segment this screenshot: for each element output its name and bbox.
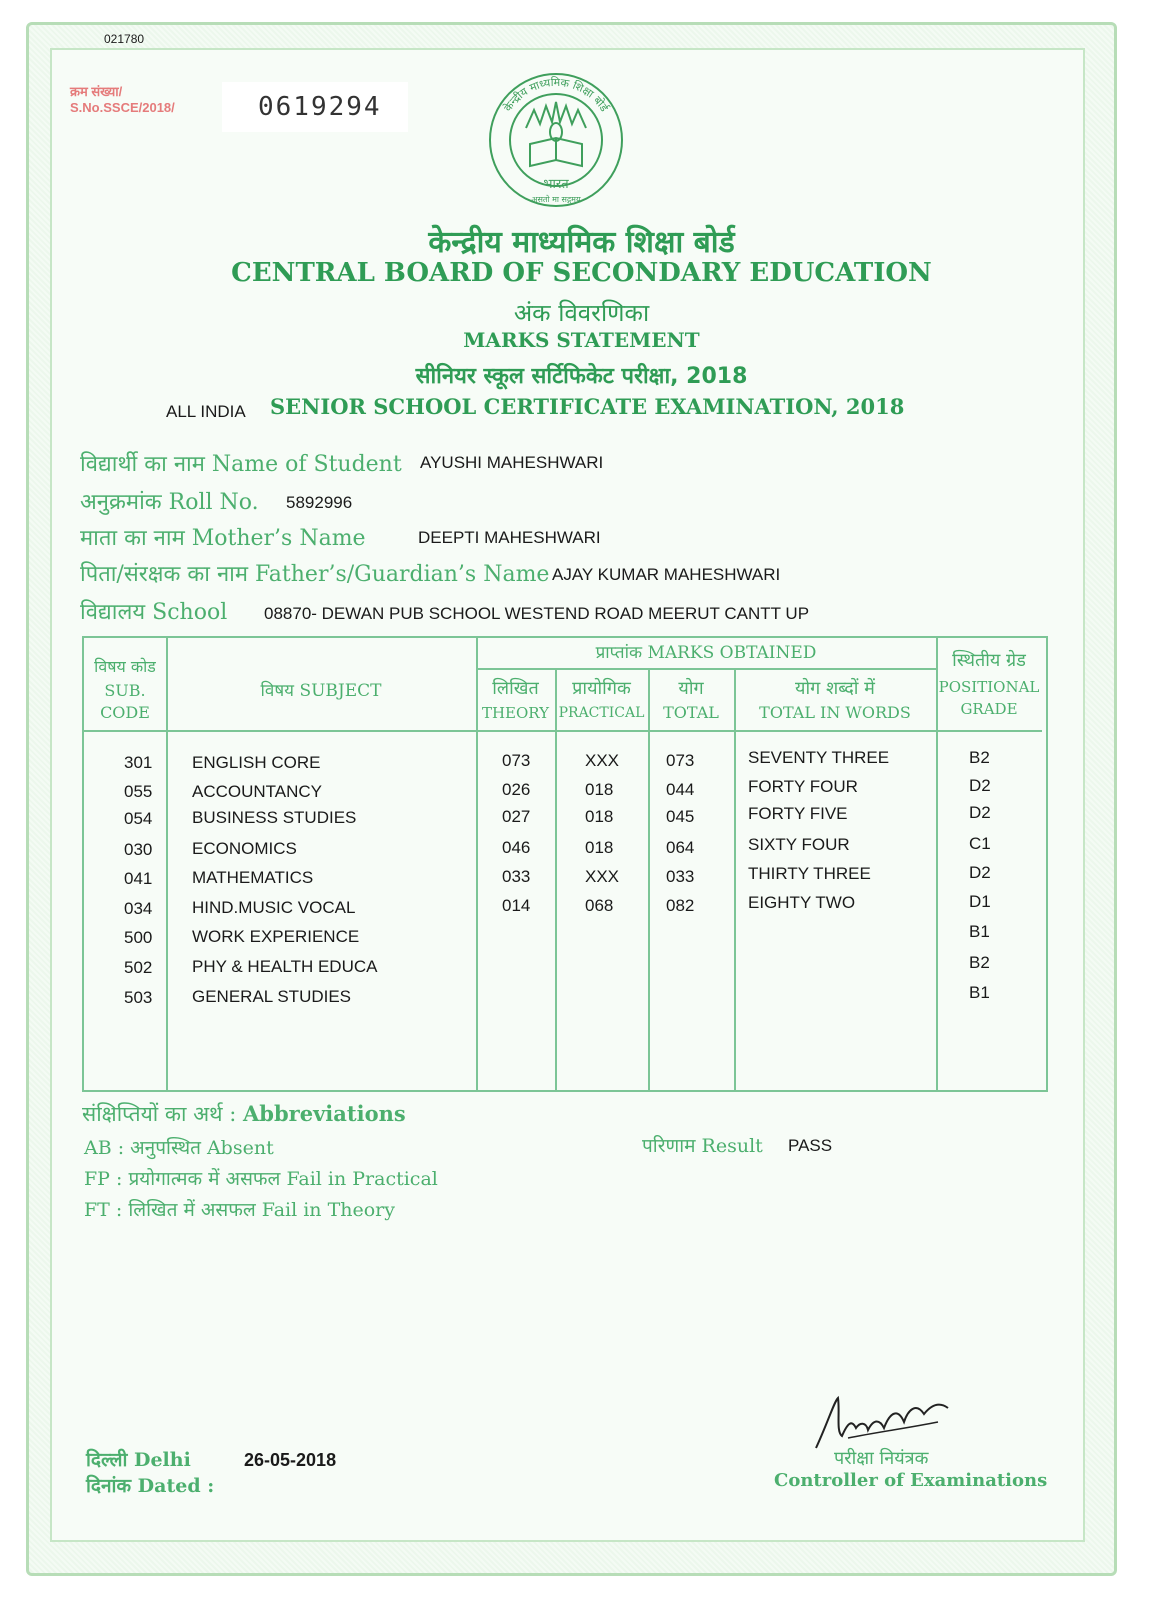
row-grade: D2 (969, 776, 991, 795)
row-grade: B2 (969, 953, 990, 972)
board-name: CENTRAL BOARD OF SECONDARY EDUCATION (231, 258, 932, 288)
header-total: TOTAL (663, 703, 719, 722)
row-theory: 033 (502, 867, 531, 886)
statement-title: MARKS STATEMENT (463, 328, 700, 352)
abbreviations-title-hindi: संक्षिप्तियों का अर्थ : (82, 1102, 237, 1126)
row-grade: D2 (969, 803, 991, 822)
header-grade-hindi: स्थितीय ग्रेड (952, 650, 1026, 671)
abbreviations-title-english: Abbreviations (243, 1101, 406, 1126)
statement-title-hindi: अंक विवरणिका (513, 299, 650, 327)
student-name-value: AYUSHI MAHESHWARI (420, 453, 604, 472)
row-theory: 073 (502, 751, 531, 770)
row-practical: 018 (585, 807, 614, 826)
dated-label: दिनांक Dated : (86, 1475, 215, 1497)
exam-title-hindi: सीनियर स्कूल सर्टिफिकेट परीक्षा, 2018 (415, 364, 748, 389)
exam-title: SENIOR SCHOOL CERTIFICATE EXAMINATION, 2018 (270, 394, 905, 419)
row-total: 064 (666, 838, 695, 857)
svg-text:केन्द्रीय माध्यमिक शिक्षा बोर्: केन्द्रीय माध्यमिक शिक्षा बोर्ड (501, 75, 611, 115)
row-code: 503 (124, 988, 153, 1007)
header-total-words-hindi: योग शब्दों में (795, 678, 875, 699)
row-subject: MATHEMATICS (192, 868, 314, 887)
abbreviations-title (82, 1100, 406, 1128)
row-practical: 068 (585, 896, 614, 915)
controller-title-hindi: परीक्षा नियंत्रक (834, 1448, 929, 1469)
document-code: 021780 (104, 32, 145, 46)
row-grade: D2 (969, 863, 991, 882)
row-total: 044 (666, 780, 695, 799)
row-code: 301 (124, 753, 153, 772)
row-code: 041 (124, 869, 153, 888)
serial-number: 0619294 (258, 92, 382, 122)
school-label: विद्यालय School (80, 600, 228, 625)
abbreviation-fail-theory: FT : लिखित में असफल Fail in Theory (84, 1199, 395, 1221)
row-words: FORTY FIVE (748, 804, 848, 823)
row-subject: WORK EXPERIENCE (192, 927, 360, 946)
header-sub-code-2: CODE (100, 703, 150, 722)
row-grade: D1 (969, 892, 991, 911)
header-sub-code-1: SUB. (104, 681, 146, 700)
row-total: 033 (666, 867, 695, 886)
row-code: 054 (124, 809, 153, 828)
row-words: SIXTY FOUR (748, 835, 850, 854)
student-name-label: विद्यार्थी का नाम Name of Student (80, 452, 402, 477)
header-grade-1: POSITIONAL (938, 678, 1040, 696)
row-total: 073 (666, 751, 695, 770)
row-code: 500 (124, 928, 153, 947)
row-grade: B2 (969, 748, 990, 767)
row-theory: 026 (502, 780, 531, 799)
row-practical: XXX (585, 751, 620, 770)
row-practical: XXX (585, 867, 620, 886)
row-subject: PHY & HEALTH EDUCA (192, 957, 378, 976)
header-theory-hindi: लिखित (492, 678, 539, 699)
emblem-bharat-text: भारत (543, 177, 569, 192)
header-total-hindi: योग (678, 678, 704, 699)
row-subject: GENERAL STUDIES (192, 987, 352, 1006)
all-india-label: ALL INDIA (166, 402, 246, 421)
header-practical-hindi: प्रायोगिक (572, 678, 631, 699)
row-subject: HIND.MUSIC VOCAL (192, 898, 356, 917)
row-words: FORTY FOUR (748, 777, 858, 796)
row-subject: ECONOMICS (192, 839, 297, 858)
row-theory: 046 (502, 838, 531, 857)
father-name-value: AJAY KUMAR MAHESHWARI (552, 565, 781, 584)
row-practical: 018 (585, 780, 614, 799)
row-words: THIRTY THREE (748, 864, 871, 883)
serial-label: S.No.SSCE/2018/ (70, 100, 175, 115)
mother-name-label: माता का नाम Mother’s Name (80, 526, 366, 551)
row-total: 045 (666, 807, 695, 826)
abbreviation-absent: AB : अनुपस्थित Absent (84, 1137, 274, 1159)
abbreviation-fail-practical: FP : प्रयोगात्मक में असफल Fail in Practical (84, 1168, 438, 1190)
row-theory: 027 (502, 807, 531, 826)
row-words: EIGHTY TWO (748, 893, 856, 912)
row-words: SEVENTY THREE (748, 748, 890, 767)
school-value: 08870- DEWAN PUB SCHOOL WESTEND ROAD MEERUT CANTT UP (264, 604, 810, 623)
result-value: PASS (788, 1136, 833, 1155)
row-code: 030 (124, 840, 153, 859)
header-marks-obtained: प्राप्तांक MARKS OBTAINED (595, 643, 817, 663)
header-subject: विषय SUBJECT (260, 681, 382, 701)
row-grade: B1 (969, 922, 990, 941)
row-total: 082 (666, 896, 695, 915)
roll-number-label: अनुक्रमांक Roll No. (80, 490, 259, 515)
row-subject: ACCOUNTANCY (192, 782, 323, 801)
row-code: 055 (124, 782, 153, 801)
controller-title: Controller of Examinations (774, 1470, 1048, 1491)
mother-name-value: DEEPTI MAHESHWARI (418, 528, 601, 547)
marks-table (82, 636, 1048, 1092)
cbse-emblem (486, 70, 626, 210)
serial-label-hindi: क्रम संख्या/ (70, 84, 123, 99)
board-name-hindi: केन्द्रीय माध्यमिक शिक्षा बोर्ड (428, 225, 735, 260)
result-label: परिणाम Result (642, 1135, 763, 1157)
issue-date: 26-05-2018 (244, 1450, 337, 1470)
row-subject: ENGLISH CORE (192, 753, 321, 772)
controller-signature (808, 1392, 958, 1452)
emblem-motto-text: असतो मा सद्गमय (531, 195, 581, 204)
row-code: 502 (124, 958, 153, 977)
row-theory: 014 (502, 896, 531, 915)
header-sub-code-hindi: विषय कोड (94, 657, 156, 676)
header-theory: THEORY (481, 704, 550, 722)
father-name-label: पिता/संरक्षक का नाम Father’s/Guardian’s Name (80, 562, 550, 587)
header-grade-2: GRADE (960, 700, 1018, 718)
row-grade: C1 (969, 834, 991, 853)
row-subject: BUSINESS STUDIES (192, 808, 357, 827)
place-label: दिल्ली Delhi (86, 1449, 191, 1471)
header-practical: PRACTICAL (558, 705, 645, 721)
row-practical: 018 (585, 838, 614, 857)
row-grade: B1 (969, 983, 990, 1002)
row-code: 034 (124, 899, 153, 918)
roll-number-value: 5892996 (286, 493, 353, 512)
header-total-words: TOTAL IN WORDS (759, 703, 911, 722)
